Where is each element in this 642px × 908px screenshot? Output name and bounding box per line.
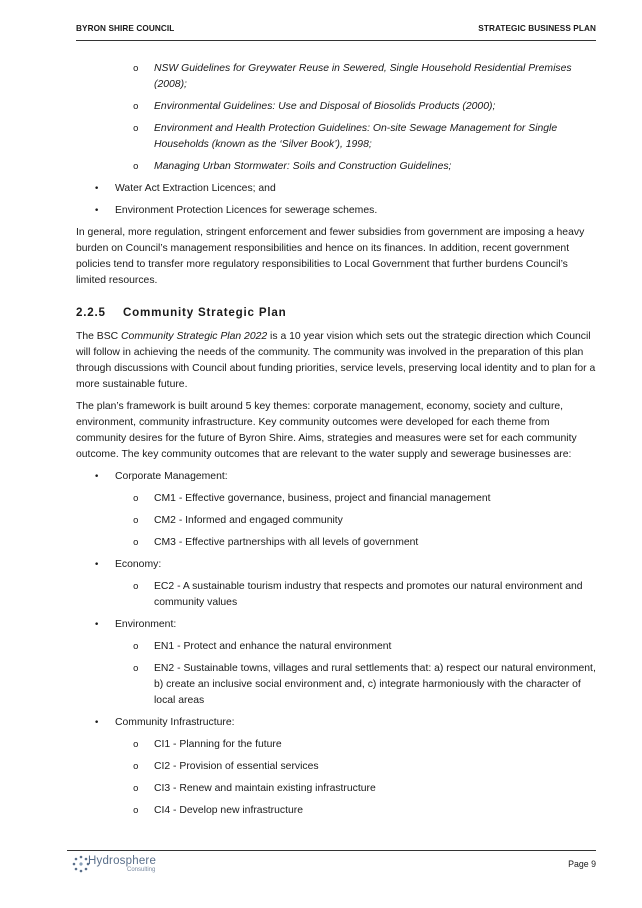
theme-bullet bbox=[76, 617, 596, 633]
bullet-list-item: • Environment Protection Licences for sewerage schemes. bbox=[76, 203, 596, 219]
sub-list-item: o NSW Guidelines for Greywater Reuse in Sewered, Single Household Residential Premises (2008); bbox=[133, 63, 572, 90]
theme-label: Environment: bbox=[115, 619, 177, 630]
section-number: 2.2.5 bbox=[76, 306, 106, 319]
bullet-list-item: • Water Act Extraction Licences; and bbox=[76, 181, 596, 197]
hollow-bullet-icon: o bbox=[133, 538, 139, 548]
paragraph-regulation: In general, more regulation, stringent enforcement and fewer subsidies from government are imposing a heavy burden on Council’s management responsibilities and hence on its finances. In addition, recent government policies tend to transfer more regulatory responsibilities to Local Government that further burdens Council’s limited resources. bbox=[76, 227, 585, 286]
theme-label: Economy: bbox=[115, 559, 162, 570]
hollow-bullet-icon: o bbox=[133, 124, 139, 134]
logo-name: Hydrosphere bbox=[88, 855, 157, 867]
bullet-icon: • bbox=[94, 472, 100, 482]
outcome-item: o EC2 - A sustainable tourism industry that respects and promotes our natural environment and community values bbox=[133, 581, 583, 608]
page-header bbox=[76, 24, 596, 33]
theme-bullet bbox=[76, 469, 596, 485]
plan-title-italic: Community Strategic Plan 2022 bbox=[121, 331, 268, 342]
header-document-title: STRATEGIC BUSINESS PLAN bbox=[478, 24, 596, 33]
hollow-bullet-icon: o bbox=[133, 64, 139, 74]
outcome-item: o CI4 - Develop new infrastructure bbox=[76, 803, 596, 819]
hydrosphere-logo bbox=[72, 855, 182, 877]
hollow-bullet-icon: o bbox=[133, 582, 139, 592]
paragraph-framework: The plan’s framework is built around 5 key themes: corporate management, economy, society and culture, environment, community infrastructure. Key community outcomes were developed for each theme from community desires for the future of Byron Shire. Aims, strategies and measures were set for each community outcome. The key community outcomes that are relevant to the water supply and sewerage businesses are: bbox=[76, 401, 577, 460]
outcome-item: o CI3 - Renew and maintain existing infrastructure bbox=[76, 781, 596, 797]
outcome-item: o CM2 - Informed and engaged community bbox=[76, 513, 596, 529]
bullet-icon: • bbox=[94, 718, 100, 728]
hollow-bullet-icon: o bbox=[133, 784, 139, 794]
logo-subtitle: Consulting bbox=[127, 867, 156, 873]
hollow-bullet-icon: o bbox=[133, 642, 139, 652]
theme-label: Community Infrastructure: bbox=[115, 717, 235, 728]
section-heading bbox=[76, 305, 596, 321]
hollow-bullet-icon: o bbox=[133, 102, 139, 112]
hollow-bullet-icon: o bbox=[133, 740, 139, 750]
bullet-icon: • bbox=[94, 206, 100, 216]
sub-list-item: o Environmental Guidelines: Use and Disposal of Biosolids Products (2000); bbox=[76, 99, 596, 115]
outcome-item: o EN2 - Sustainable towns, villages and rural settlements that: a) respect our natural environment, b) create an inclusive social environment and, c) integrate harmoniously with the character of local areas bbox=[133, 663, 596, 706]
theme-bullet bbox=[76, 715, 596, 731]
outcome-item: o CI2 - Provision of essential services bbox=[76, 759, 596, 775]
page-body bbox=[76, 61, 596, 825]
bullet-icon: • bbox=[94, 184, 100, 194]
hollow-bullet-icon: o bbox=[133, 806, 139, 816]
outcome-item: o EN1 - Protect and enhance the natural environment bbox=[76, 639, 596, 655]
hollow-bullet-icon: o bbox=[133, 664, 139, 674]
theme-label: Corporate Management: bbox=[115, 471, 228, 482]
outcome-item: o CI1 - Planning for the future bbox=[76, 737, 596, 753]
guidelines-sublist bbox=[76, 61, 596, 175]
bullet-icon: • bbox=[94, 620, 100, 630]
sub-list-item: o Environment and Health Protection Guidelines: On-site Sewage Management for Single Households (known as the ‘Silver Book’), 1998; bbox=[133, 123, 558, 150]
hollow-bullet-icon: o bbox=[133, 516, 139, 526]
bullet-icon: • bbox=[94, 560, 100, 570]
page-number: Page 9 bbox=[568, 859, 596, 869]
header-divider bbox=[76, 40, 596, 41]
outcome-item: o CM1 - Effective governance, business, project and financial management bbox=[76, 491, 596, 507]
hollow-bullet-icon: o bbox=[133, 762, 139, 772]
outcome-item: o CM3 - Effective partnerships with all levels of government bbox=[76, 535, 596, 551]
header-organisation: BYRON SHIRE COUNCIL bbox=[76, 24, 175, 33]
hollow-bullet-icon: o bbox=[133, 162, 139, 172]
sub-list-item: o Managing Urban Stormwater: Soils and Construction Guidelines; bbox=[76, 159, 596, 175]
hollow-bullet-icon: o bbox=[133, 494, 139, 504]
section-title: Community Strategic Plan bbox=[123, 306, 287, 319]
paragraph-community-strategic-plan: The BSC Community Strategic Plan 2022 is a 10 year vision which sets out the strategic direction which Council will follow in achieving the needs of the community. The community was involved in the preparation of this plan through discussions with Council about funding priorities, service levels, preserving local identity and to plan for a more sustainable future. bbox=[76, 331, 596, 390]
footer-divider bbox=[67, 850, 596, 851]
theme-bullet bbox=[76, 557, 596, 573]
